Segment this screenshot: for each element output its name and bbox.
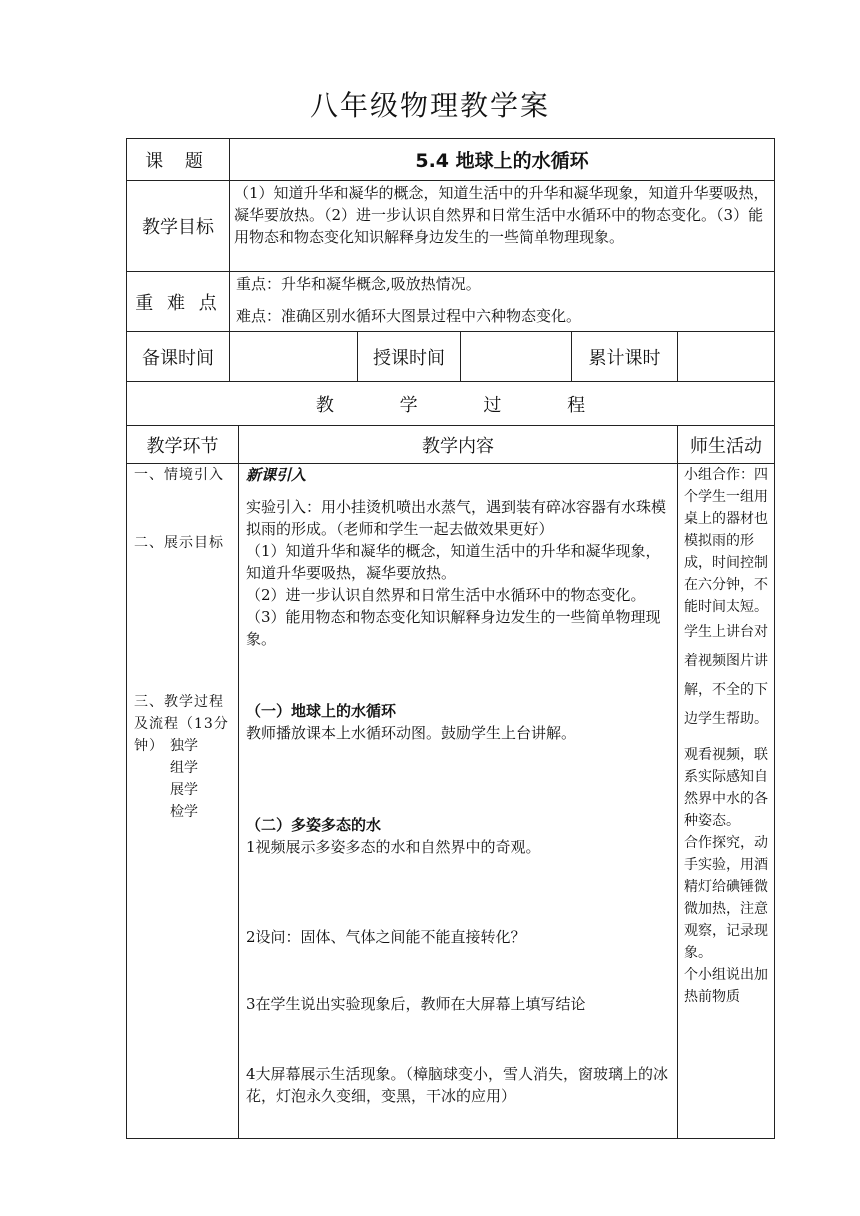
stage-goals: 二、展示目标 xyxy=(134,535,224,551)
process-header-cell xyxy=(127,382,774,425)
stage-sub-1: 独学 xyxy=(170,738,198,754)
experiment-text: 实验引入：用小挂烫机喷出水蒸气，遇到装有碎冰容器有水珠模拟雨的形成。（老师和学生一起去做效果更好） xyxy=(246,498,667,538)
key-label: 重 难 点 xyxy=(135,292,221,314)
stage-sub-2: 组学 xyxy=(170,760,198,776)
activity-3: 观看视频，联系实际感知自然界中水的各种姿态。 xyxy=(684,747,768,829)
col-header-content: 教学内容 xyxy=(422,435,494,457)
teach-time-value xyxy=(461,332,571,381)
section-2-item-2: 2设问：固体、气体之间能不能直接转化？ xyxy=(246,928,526,946)
focus-text: 重点：升华和凝华概念,吸放热情况。 xyxy=(236,275,481,293)
key-label-cell xyxy=(127,272,229,331)
goal-2-text: （2）进一步认识自然界和日常生活中水循环中的物态变化。 xyxy=(246,586,646,604)
content-block-c xyxy=(246,814,672,858)
goal-3-text: （3）能用物态和物态变化知识解释身边发生的一些简单物理现象。 xyxy=(246,608,661,648)
stage-sub-4: 检学 xyxy=(170,804,198,820)
activity-block xyxy=(684,464,768,1008)
goals-label: 教学目标 xyxy=(142,217,214,238)
difficulty-text: 难点：准确区别水循环大图景过程中六种物态变化。 xyxy=(236,307,582,325)
section-2-item-3: 3在学生说出实验现象后，教师在大屏幕上填写结论 xyxy=(246,995,586,1013)
topic-label-cell xyxy=(127,139,229,180)
stage-process: 三、教学过程及流程（13分钟） xyxy=(134,694,229,754)
total-hours-label: 累计课时 xyxy=(588,347,661,369)
col-header-activity: 师生活动 xyxy=(690,435,762,457)
col-divider xyxy=(677,425,678,1139)
teach-time-label-cell xyxy=(358,332,460,381)
goals-label-cell xyxy=(127,181,229,271)
section-2-item-1: 1视频展示多姿多态的水和自然界中的奇观。 xyxy=(246,838,541,856)
goals-text: （1）知道升华和凝华的概念，知道生活中的升华和凝华现象，知道升华要吸热，凝华要放热。（2）进一步认识自然界和日常生活中水循环中的物态变化。（3）能用物态和物态变化知识解释身边发生的一些简单物理现象。 xyxy=(234,184,769,246)
topic-value: 5.4 地球上的水循环 xyxy=(415,150,589,172)
key-value-cell xyxy=(236,272,772,331)
activity-4: 合作探究，动手实验，用酒精灯给碘锤微微加热，注意观察，记录现象。 xyxy=(684,835,768,961)
section-2-heading: （二）多姿多态的水 xyxy=(246,816,382,834)
topic-value-cell xyxy=(230,139,774,180)
total-hours-value xyxy=(678,332,774,381)
process-header: 教 学 过 程 xyxy=(315,394,616,416)
col-header-stage: 教学环节 xyxy=(146,435,219,457)
goals-value-cell xyxy=(234,181,770,271)
stage-sub-3: 展学 xyxy=(170,782,198,798)
section-1-heading: （一）地球上的水循环 xyxy=(246,702,397,720)
content-block-b xyxy=(246,700,672,744)
total-hours-label-cell xyxy=(572,332,677,381)
activity-5: 个小组说出加热前物质 xyxy=(684,967,768,1005)
content-block-a xyxy=(246,464,672,650)
col-divider xyxy=(238,425,239,1139)
section-1-text: 教师播放课本上水循环动图。鼓励学生上台讲解。 xyxy=(246,724,577,742)
teach-time-label: 授课时间 xyxy=(373,347,445,369)
prep-time-label: 备课时间 xyxy=(142,347,214,369)
topic-label: 课 题 xyxy=(145,150,211,172)
intro-heading: 新课引入 xyxy=(246,466,307,484)
prep-time-value xyxy=(230,332,357,381)
goal-1-text: （1）知道升华和凝华的概念，知道生活中的升华和凝华现象，知道升华要吸热，凝华要放热。 xyxy=(246,542,661,582)
stage-intro: 一、情境引入 xyxy=(134,467,224,483)
page-title: 八年级物理教学案 xyxy=(309,89,550,122)
activity-2: 学生上讲台对着视频图片讲解，不全的下边学生帮助。 xyxy=(684,624,768,727)
section-2-item-4: 4大屏幕展示生活现象。（樟脑球变小，雪人消失，窗玻璃上的冰花，灯泡永久变细，变黑，干冰的应用） xyxy=(246,1065,669,1105)
prep-time-label-cell xyxy=(127,332,229,381)
activity-1: 小组合作：四个学生一组用桌上的器材也模拟雨的形成，时间控制在六分钟，不能时间太短。 xyxy=(684,467,768,615)
